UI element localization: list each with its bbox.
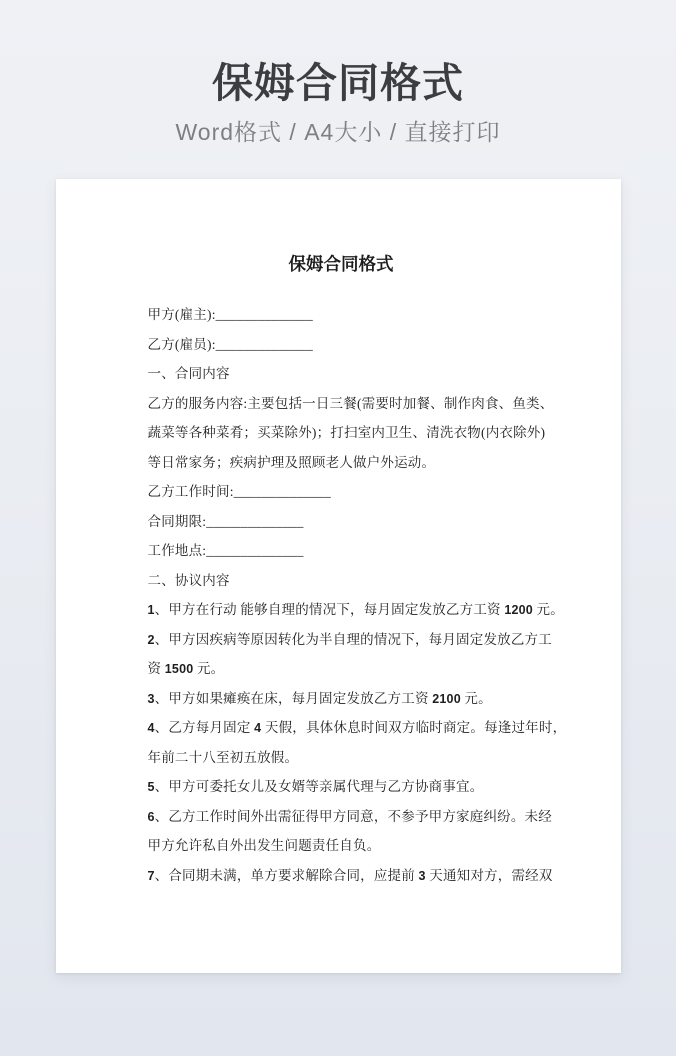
- document-line: 工作地点:______________: [147, 543, 304, 559]
- document-line: 甲方(雇主):______________: [147, 307, 313, 323]
- document-line: 等日常家务；疾病护理及照顾老人做户外运动。: [147, 454, 436, 470]
- document-line: 3、甲方如果瘫痪在床，每月固定发放乙方工资 2100 元。: [147, 690, 492, 706]
- document-line: 二、协议内容: [147, 572, 230, 588]
- document-line: 年前二十八至初五放假。: [147, 749, 299, 765]
- document-line: 合同期限:______________: [147, 513, 304, 529]
- document-title: 保姆合同格式: [288, 254, 394, 275]
- page-header: [0, 0, 676, 147]
- document-line: 5、甲方可委托女儿及女婿等亲属代理与乙方协商事宜。: [147, 779, 484, 795]
- document-line: 4、乙方每月固定 4 天假，具体休息时间双方临时商定。每逢过年时，: [147, 720, 567, 736]
- document-body: [147, 300, 567, 890]
- document-line: 乙方工作时间:______________: [147, 484, 331, 500]
- document-line: 蔬菜等各种菜肴；买菜除外)；打扫室内卫生、清洗衣物(内衣除外): [147, 425, 546, 441]
- page-title: 保姆合同格式: [212, 60, 464, 106]
- document-line: 6、乙方工作时间外出需征得甲方同意，不参予甲方家庭纠纷。未经: [147, 808, 552, 824]
- document-line: 乙方(雇员):______________: [147, 336, 313, 352]
- document-line: 资 1500 元。: [147, 661, 225, 677]
- document-line: 1、甲方在行动 能够自理的情况下，每月固定发放乙方工资 1200 元。: [147, 602, 564, 618]
- document-line: 一、合同内容: [147, 366, 230, 382]
- document-line: 甲方允许私自外出发生问题责任自负。: [147, 838, 381, 854]
- document-line: 7、合同期未满，单方要求解除合同，应提前 3 天通知对方，需经双: [147, 867, 553, 883]
- document-line: 2、甲方因疾病等原因转化为半自理的情况下，每月固定发放乙方工: [147, 631, 552, 647]
- page-subtitle: Word格式 / A4大小 / 直接打印: [175, 119, 501, 146]
- document-paper: [56, 179, 621, 973]
- document-line: 乙方的服务内容:主要包括一日三餐(需要时加餐、制作肉食、鱼类、: [147, 395, 554, 411]
